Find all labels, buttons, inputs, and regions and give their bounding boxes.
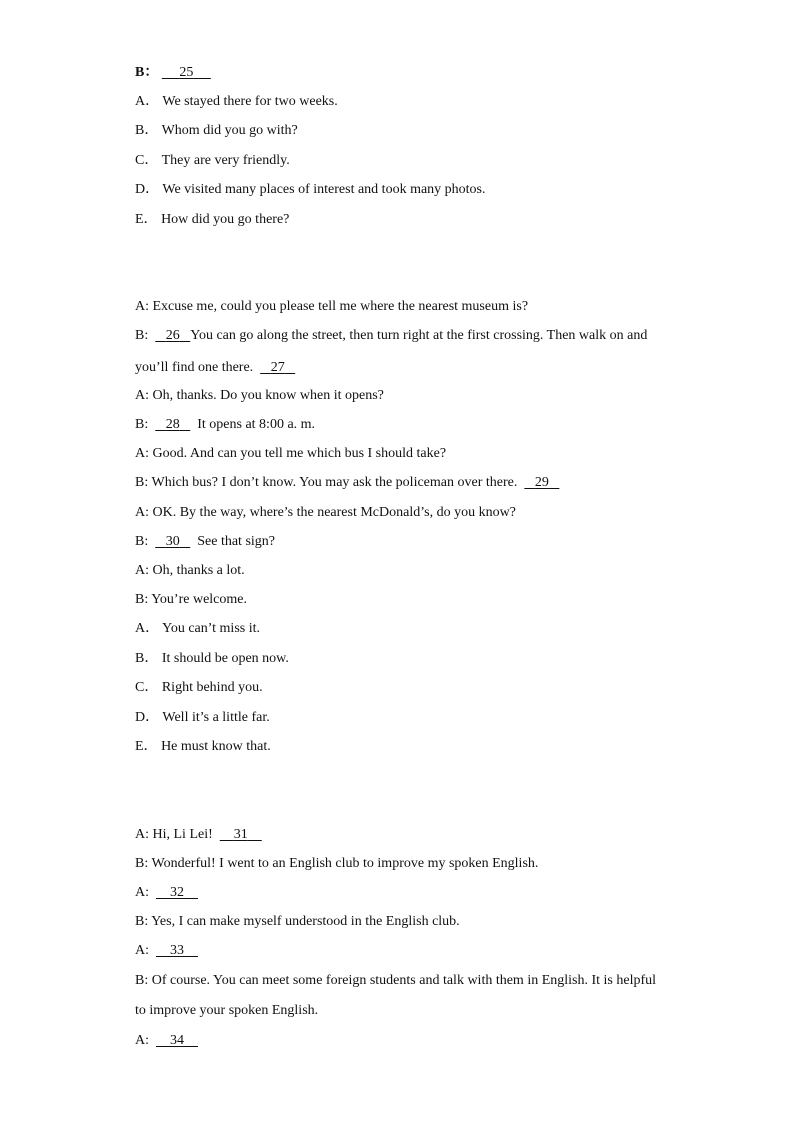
speaker-label: B： <box>135 65 159 80</box>
answer-blank-34: 34 <box>170 1033 184 1048</box>
dialogue-line: A: Oh, thanks a lot. <box>135 563 245 578</box>
option-d: D． Well it’s a little far. <box>135 710 270 725</box>
dialogue-line: A: OK. By the way, where’s the nearest McDonald’s, do you know? <box>135 505 516 520</box>
option-d: D． We visited many places of interest and took many photos. <box>135 182 486 197</box>
option-a: A． We stayed there for two weeks. <box>135 94 338 109</box>
answer-blank-30: 30 <box>165 534 180 549</box>
answer-blank-33: 33 <box>170 943 184 958</box>
option-e: E． He must know that. <box>135 739 271 754</box>
answer-blank-26: 26 <box>165 328 180 343</box>
answer-blank-28: 28 <box>165 417 180 432</box>
answer-blank-29: 29 <box>534 475 549 490</box>
dialogue-line: to improve your spoken English. <box>135 1003 319 1018</box>
dialogue-line: B: 26 You can go along the street, then turn right at the first crossing. Then walk on and <box>135 328 648 343</box>
option-c: C． Right behind you. <box>135 680 263 695</box>
answer-blank-25: 25 <box>179 65 194 80</box>
dialogue-line: B: 28 It opens at 8:00 a. m. <box>135 417 316 432</box>
dialogue-line: A: Hi, Li Lei! 31 <box>135 826 262 844</box>
option-b: B． It should be open now. <box>135 651 289 666</box>
answer-blank-31: 31 <box>233 827 248 842</box>
option-c: C． They are very friendly. <box>135 153 290 168</box>
dialogue-line: A: 34 <box>135 1032 198 1050</box>
option-a: A． You can’t miss it. <box>135 621 260 636</box>
dialogue-line: B: Yes, I can make myself understood in the English club. <box>135 914 460 929</box>
dialogue-line: A: Excuse me, could you please tell me where the nearest museum is? <box>135 299 529 314</box>
dialogue-line: B: 30 See that sign? <box>135 534 275 549</box>
dialogue-line: A: 32 <box>135 884 198 902</box>
answer-blank-27: 27 <box>270 360 285 375</box>
dialogue-line: B: Wonderful! I went to an English club to improve my spoken English. <box>135 856 539 871</box>
dialogue-line: A: Oh, thanks. Do you know when it opens? <box>135 388 384 403</box>
option-b: B． Whom did you go with? <box>135 123 298 138</box>
dialogue-line: A: Good. And can you tell me which bus I should take? <box>135 446 447 461</box>
dialogue-line: B: You’re welcome. <box>135 592 247 607</box>
answer-blank-32: 32 <box>170 885 184 900</box>
dialogue-line: you’ll find one there. 27 <box>135 359 295 377</box>
dialogue-line-b-25 <box>135 64 211 82</box>
dialogue-line: B: Of course. You can meet some foreign students and talk with them in English. It is helpful <box>135 973 657 988</box>
dialogue-line: A: 33 <box>135 942 198 960</box>
dialogue-line: B: Which bus? I don’t know. You may ask the policeman over there. 29 <box>135 474 559 492</box>
option-e: E． How did you go there? <box>135 212 290 227</box>
